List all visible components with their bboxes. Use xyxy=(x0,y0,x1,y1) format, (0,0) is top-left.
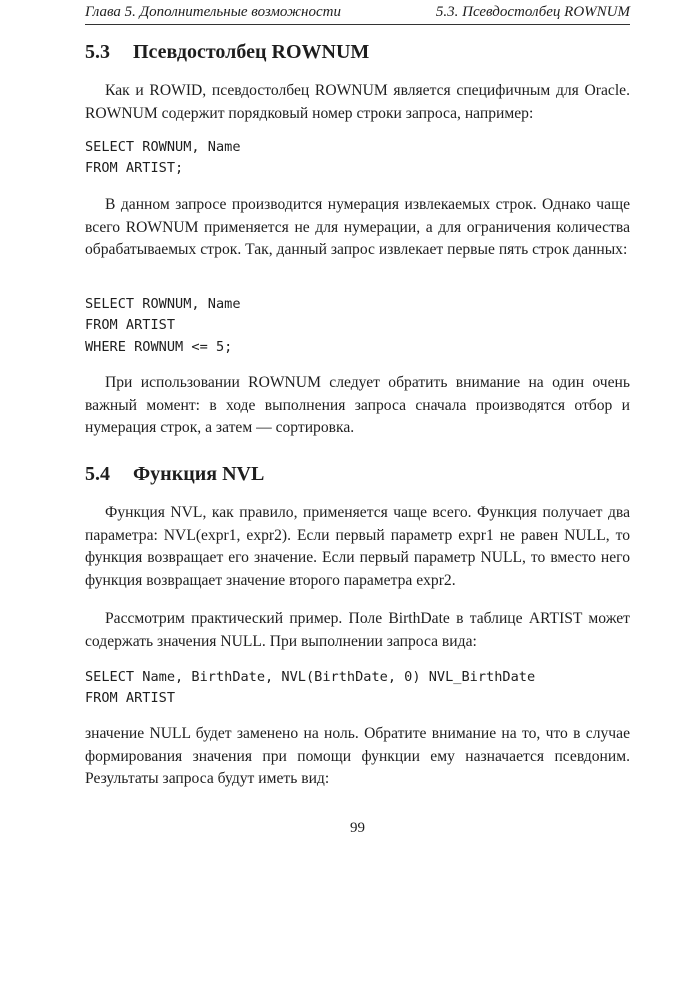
page-number: 99 xyxy=(350,820,365,836)
code-line: FROM ARTIST; xyxy=(85,160,184,177)
section-heading-text: Псевдостолбец ROWNUM xyxy=(133,41,370,63)
code-line: SELECT ROWNUM, Name xyxy=(85,139,241,155)
chapter-title: Глава 5. Дополнительные возможности xyxy=(85,4,341,20)
paragraph: Как и ROWID, псевдостолбец ROWNUM является специфичным для Oracle. ROWNUM содержит порядковый номер строки запроса, например: xyxy=(85,82,630,122)
paragraph: Функция NVL, как правило, применяется чаще всего. Функция получает два параметра: NVL(expr1, expr2). Если первый параметр expr1 не равен NULL, то функция возвращает его значение. Если первый параметр NULL, то вместо него функция возвращает значение второго параметра expr2. xyxy=(85,504,630,589)
section-number: 5.3 xyxy=(85,41,110,63)
section-heading-5-3 xyxy=(85,40,369,64)
paragraph: При использовании ROWNUM следует обратить внимание на один очень важный момент: в ходе выполнения запроса сначала производятся отбор и нумерация строк, а затем — сортировка. xyxy=(85,374,630,437)
section-title: 5.3. Псевдостолбец ROWNUM xyxy=(435,4,630,20)
code-line: SELECT Name, BirthDate, NVL(BirthDate, 0) NVL_BirthDate xyxy=(85,669,536,685)
paragraph: значение NULL будет заменено на ноль. Обратите внимание на то, что в случае формирования значения при помощи функции ему назначается псевдоним. Результаты запроса будут иметь вид: xyxy=(85,725,630,788)
code-block xyxy=(85,137,241,180)
running-header xyxy=(85,2,630,25)
code-line: FROM ARTIST xyxy=(85,690,176,707)
section-heading-5-4 xyxy=(85,462,264,486)
code-block xyxy=(85,294,241,358)
code-line: FROM ARTIST xyxy=(85,317,176,334)
paragraph: В данном запросе производится нумерация извлекаемых строк. Однако чаще всего ROWNUM применяется не для нумерации, а для ограничения количества обрабатываемых строк. Так, данный запрос извлекает первые пять строк данных: xyxy=(85,196,630,259)
paragraph: Рассмотрим практический пример. Поле BirthDate в таблице ARTIST может содержать значения NULL. При выполнении запроса вида: xyxy=(85,610,630,650)
section-number: 5.4 xyxy=(85,463,110,485)
section-heading-text: Функция NVL xyxy=(133,463,265,485)
code-block xyxy=(85,667,535,710)
code-line: WHERE ROWNUM <= 5; xyxy=(85,338,233,355)
code-line: SELECT ROWNUM, Name xyxy=(85,296,241,312)
